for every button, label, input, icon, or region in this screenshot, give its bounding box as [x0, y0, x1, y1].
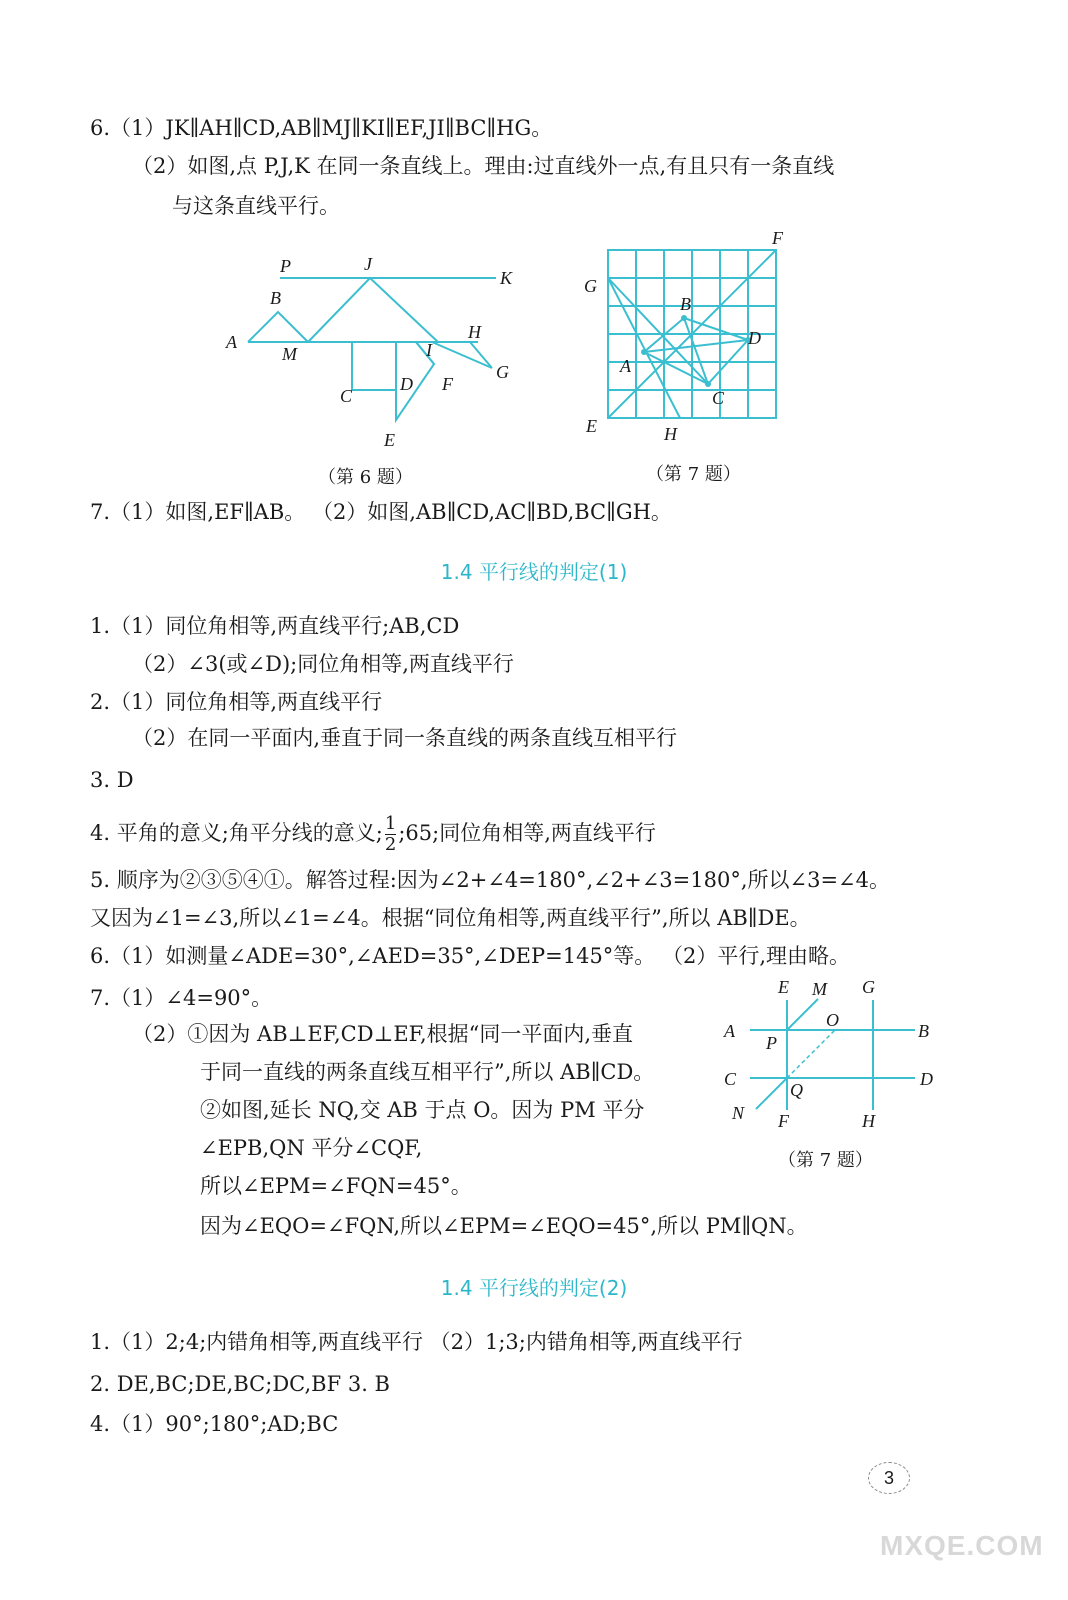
fig7b-label-D: D	[920, 1069, 933, 1089]
fig6-label-G: G	[496, 362, 509, 382]
s1-q7-part2-line5: 所以∠EPM=∠FQN=45°。	[200, 1174, 472, 1198]
fig6-label-M: M	[282, 344, 297, 364]
fig6-label-B: B	[270, 288, 281, 308]
s1-q1-part1: 1.（1）同位角相等,两直线平行;AB,CD	[90, 614, 460, 638]
figure-7-grid	[580, 228, 800, 450]
fig7b-label-N: N	[732, 1103, 745, 1123]
s1-q4-text-a: 4. 平角的意义;角平分线的意义;	[90, 821, 383, 845]
fig6-label-A: A	[226, 332, 237, 352]
s1-q7-part2-line4: ∠EPB,QN 平分∠CQF,	[200, 1136, 423, 1160]
section-heading-1: 1.4 平行线的判定(1)	[440, 560, 628, 584]
s1-q7-part2-line6: 因为∠EQO=∠FQN,所以∠EPM=∠EQO=45°,所以 PM∥QN。	[200, 1214, 808, 1238]
watermark-logo: MXQE.COM	[880, 1530, 1044, 1561]
s1-q7-part2-line2: 于同一直线的两条直线互相平行”,所以 AB∥CD。	[200, 1060, 655, 1084]
figure-6	[220, 250, 520, 460]
s1-q1-part2: （2）∠3(或∠D);同位角相等,两直线平行	[132, 652, 514, 676]
q7-answer: 7.（1）如图,EF∥AB。 （2）如图,AB∥CD,AC∥BD,BC∥GH。	[90, 500, 672, 524]
fig7b-label-A: A	[724, 1021, 735, 1041]
s1-q6: 6.（1）如测量∠ADE=30°,∠AED=35°,∠DEP=145°等。 （2）平行,理由略。	[90, 944, 851, 968]
fig6-label-I: I	[426, 340, 432, 360]
fig7-label-D: D	[748, 328, 761, 348]
fig7b-label-B: B	[918, 1021, 929, 1041]
s2-q4: 4.（1）90°;180°;AD;BC	[90, 1412, 339, 1436]
fig7b-label-F: F	[778, 1111, 789, 1131]
page-number: 3	[868, 1462, 910, 1494]
fig7-label-B: B	[680, 294, 691, 314]
fig7-caption: （第 7 题）	[646, 464, 741, 485]
fig7b-label-G: G	[862, 977, 875, 997]
fig6-label-P: P	[280, 256, 291, 276]
fig6-label-K: K	[500, 268, 513, 288]
fig7b-label-Q: Q	[790, 1080, 803, 1100]
fig7b-label-P: P	[766, 1033, 777, 1053]
fig6-label-C: C	[340, 386, 353, 406]
fig7-label-F: F	[772, 228, 783, 248]
fig7b-caption: （第 7 题）	[778, 1150, 873, 1171]
fig7-label-G: G	[584, 276, 597, 296]
fig7b-label-O: O	[826, 1010, 839, 1030]
fraction-denominator: 2	[384, 834, 397, 855]
fig7b-label-H: H	[862, 1111, 875, 1131]
s1-q7-part2-line3: ②如图,延长 NQ,交 AB 于点 O。因为 PM 平分	[200, 1098, 645, 1122]
s1-q2-part2: （2）在同一平面内,垂直于同一条直线的两条直线互相平行	[132, 726, 678, 750]
section-heading-2: 1.4 平行线的判定(2)	[440, 1276, 628, 1300]
fig6-label-J: J	[364, 254, 372, 274]
s2-q2-q3: 2. DE,BC;DE,BC;DC,BF 3. B	[90, 1372, 390, 1396]
fig6-label-F: F	[442, 374, 453, 394]
s1-q5-line1: 5. 顺序为②③⑤④①。解答过程:因为∠2+∠4=180°,∠2+∠3=180°,所以∠3=∠4。	[90, 868, 891, 892]
fig6-label-D: D	[400, 374, 413, 394]
s1-q7-part1: 7.（1）∠4=90°。	[90, 986, 273, 1010]
fraction-numerator: 1	[384, 813, 397, 834]
fig7-label-E: E	[586, 416, 597, 436]
fig7-label-A: A	[620, 356, 631, 376]
fig6-label-E: E	[384, 430, 395, 450]
q6-part2-line2: 与这条直线平行。	[172, 194, 340, 218]
fig6-caption: （第 6 题）	[318, 467, 413, 488]
s1-q4-text-b: ;65;同位角相等,两直线平行	[398, 821, 656, 845]
fig6-label-H: H	[468, 322, 481, 342]
fig7b-label-C: C	[724, 1069, 737, 1089]
s1-q4	[90, 814, 656, 855]
fig7b-label-E: E	[778, 977, 789, 997]
s2-q1: 1.（1）2;4;内错角相等,两直线平行 （2）1;3;内错角相等,两直线平行	[90, 1330, 743, 1354]
fig7-label-C: C	[712, 388, 725, 408]
s1-q7-part2-line1: （2）①因为 AB⊥EF,CD⊥EF,根据“同一平面内,垂直	[132, 1022, 634, 1046]
s1-q5-line2: 又因为∠1=∠3,所以∠1=∠4。根据“同位角相等,两直线平行”,所以 AB∥DE。	[90, 906, 811, 930]
figure-7b	[720, 975, 940, 1135]
fig7-label-H: H	[664, 424, 677, 444]
s1-q3: 3. D	[90, 768, 134, 792]
q6-part1: 6.（1）JK∥AH∥CD,AB∥MJ∥KI∥EF,JI∥BC∥HG。	[90, 116, 553, 140]
fraction-one-half	[385, 814, 396, 855]
q6-part2-line1: （2）如图,点 P,J,K 在同一条直线上。理由:过直线外一点,有且只有一条直线	[132, 154, 835, 178]
s1-q2-part1: 2.（1）同位角相等,两直线平行	[90, 690, 383, 714]
fig7b-label-M: M	[812, 979, 827, 999]
